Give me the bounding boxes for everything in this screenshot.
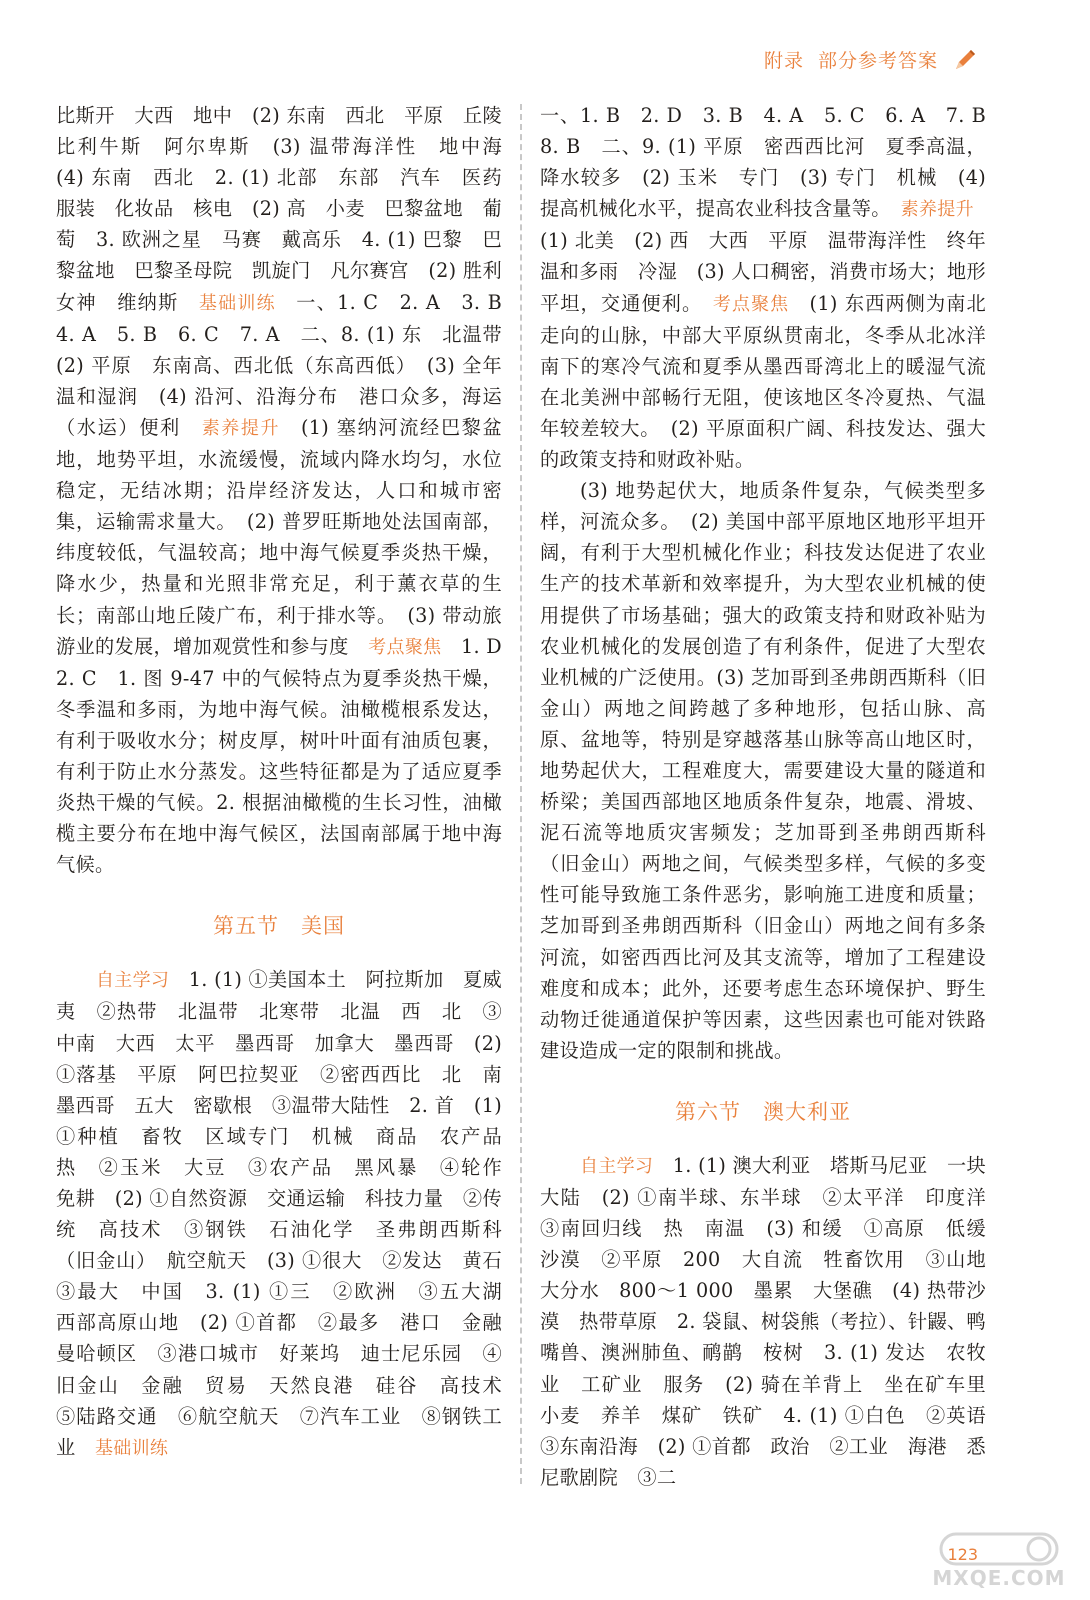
- answer-text: 一、1. B 2. D 3. B 4. A 5. C 6. A 7. B 8. B 二、9. (1) 平原 密西西比河 夏季高温，降水较多 (2) 玉米 专门 (3) 专门 机械 (4) 提高机械化水平，提高农业科技含量等。: [540, 104, 1006, 221]
- australia-answers: [540, 1150, 1006, 1493]
- answer-text: 1. D 2. C 1. 图 9-47 中的气候特点为夏季炎热干燥，冬季温和多雨，为地中海气候。油橄榄根系发达，有利于吸收水分；树皮厚，树叶叶面有油质包裹，有利于防止水分蒸发。这些特征都是为了适应夏季炎热干燥的气候。2. 根据油橄榄的生长习性，油橄榄主要分布在地中海气候区，法国南部属于地中海气候。: [56, 634, 522, 877]
- pencil-icon: [952, 47, 978, 73]
- usa-training-answers: [540, 100, 1006, 475]
- answer-text: (1) 北美 (2) 西 大西 平原 温带海洋性 终年温和多雨 冷湿 (3) 人口稠密，消费市场大；地形平坦，交通便利。: [540, 197, 994, 315]
- tag-basic-training: 基础训练: [198, 292, 276, 314]
- answer-text: 一、1. C 2. A 3. B 4. A 5. B 6. C 7. A 二、8. (1) 东 北温带 (2) 平原 东南高、西北低（东高西低） (3) 全年温和湿润 (4) 沿河、沿海分布 港口众多，海运（水运）便利: [56, 290, 522, 439]
- usa-exam-answers: (3) 地势起伏大，地质条件复杂，气候类型多样，河流众多。 (2) 美国中部平原地区地形平坦开阔，有利于大型机械化作业；科技发达促进了农业生产的技术革新和效率提升，为大型农业机械的使用提供了市场基础；强大的政策支持和财政补贴为农业机械化的发展创造了有利条件，促进了大型农业机械的广泛使用。(3) 芝加哥到圣弗朗西斯科（旧金山）两地之间跨越了多种地形，包括山脉、高原、盆地等，特别是穿越落基山脉等高山地区时，地势起伏大，工程难度大，需要建设大量的隧道和桥梁；美国西部地区地质条件复杂，地震、滑坡、泥石流等地质灾害频发；芝加哥到圣弗朗西斯科（旧金山）两地之间，气候类型多样，气候的多变性可能导致施工条件恶劣，影响施工进度和质量；芝加哥到圣弗朗西斯科（旧金山）两地之间有多条河流，如密西西比河及其支流等，增加了工程建设难度和成本；此外，还要考虑生态环境保护、野生动物迁徙通道保护等因素，这些因素也可能对铁路建设造成一定的限制和挑战。: [540, 479, 986, 1062]
- section-title-australia: 第六节 澳大利亚: [675, 1099, 851, 1124]
- answer-text: 比斯开 大西 地中 (2) 东南 西北 平原 丘陵 比利牛斯 阿尔卑斯 (3) 温带海洋性 地中海 (4) 东南 西北 2. (1) 北部 东部 汽车 医药 服装 化妆品 核电 (2) 高 小麦 巴黎盆地 葡萄 3. 欧洲之星 马赛 戴高乐 4. (1) 巴黎 巴黎盆地 巴黎圣母院 凯旋门 凡尔赛宫 (2) 胜利女神 维纳斯: [56, 104, 522, 314]
- watermark-url: MXQE.COM: [932, 1566, 1066, 1590]
- answer-text: (1) 东西两侧为南北走向的山脉，中部大平原纵贯南北，冬季从北冰洋南下的寒冷气流和夏季从墨西哥湾北上的暖湿气流在北美洲中部畅行无阻，使该地区冬冷夏热、气温年较差较大。 (2) 平原面积广阔、科技发达、强大的政策支持和财政补贴。: [540, 291, 986, 472]
- page-number: 123: [947, 1545, 978, 1564]
- tag-exam-focus: 考点聚焦: [712, 293, 790, 315]
- section-title-usa: 第五节 美国: [213, 914, 345, 939]
- header-appendix: 附录: [763, 50, 804, 72]
- header-section-title: 部分参考答案: [817, 50, 938, 72]
- watermark-logo: [924, 1510, 1074, 1590]
- answer-text: (1) 塞纳河流经巴黎盆地，地势平坦，水流缓慢，流域内降水均匀，水位稳定，无结冰期；沿岸经济发达，人口和城市密集，运输需求量大。 (2) 普罗旺斯地处法国南部，纬度较低，气温较高；地中海气候夏季炎热干燥，降水少，热量和光照非常充足，利于薰衣草的生长；南部山地丘陵广布，利于排水等。 (3) 带动旅游业的发展，增加观赏性和参与度: [56, 415, 502, 658]
- page-header: [764, 46, 978, 73]
- watermark-badge-icon: [939, 1532, 1059, 1566]
- tag-basic-training: 基础训练: [94, 1437, 169, 1459]
- tag-self-study: 自主学习: [580, 1155, 654, 1177]
- left-column: [56, 100, 522, 1464]
- tag-literacy-improvement: 素养提升: [900, 199, 974, 221]
- answer-text: 1. (1) 澳大利亚 塔斯马尼亚 一块大陆 (2) ①南半球、东半球 ②太平洋 印度洋 ③南回归线 热 南温 (3) 和缓 ①高原 低缓 沙漠 ②平原 200 大自流 牲畜饮用 ③山地 大分水 800～1 000 墨累 大堡礁 (4) 热带沙漠 热带草原 2. 袋鼠、树袋熊（考拉）、针鼹、鸭嘴兽、澳洲肺鱼、鸸鹋 桉树 3. (1) 发达 农牧业 工矿业 服务 (2) 骑在羊背上 坐在矿车里 小麦 养羊 煤矿 铁矿 4. (1) ①白色 ②英语 ③东南沿海 (2) ①首都 政治 ②工业 海港 悉尼歌剧院 ③二: [540, 1153, 1006, 1489]
- usa-answers: [56, 964, 522, 1464]
- tag-literacy-improvement: 素养提升: [201, 417, 281, 439]
- answer-text: 1. (1) ①美国本土 阿拉斯加 夏威夷 ②热带 北温带 北寒带 北温 西 北 ③中南 大西 太平 墨西哥 加拿大 墨西哥 (2) ①落基 平原 阿巴拉契亚 ②密西西比 北 南 墨西哥 五大 密歇根 ③温带大陆性 2. 首 (1) ①种植 畜牧 区域专门 机械 商品 农产品 热 ②玉米 大豆 ③农产品 黑风暴 ④轮作 免耕 (2) ①自然资源 交通运输 科技力量 ②传统 高技术 ③钢铁 石油化学 圣弗朗西斯科（旧金山） 航空航天 (3) ①很大 ②发达 黄石 ③最大 中国 3. (1) ①三 ②欧洲 ③五大湖 西部高原山地 (2) ①首都 ②最多 港口 金融 曼哈顿区 ③港口城市 好莱坞 迪士尼乐园 ④旧金山 金融 贸易 天然良港 硅谷 高技术 ⑤陆路交通 ⑥航空航天 ⑦汽车工业 ⑧钢铁工业: [56, 968, 522, 1459]
- right-column: [540, 100, 1006, 1493]
- tag-self-study: 自主学习: [96, 970, 170, 992]
- tag-exam-focus: 考点聚焦: [368, 636, 442, 658]
- france-answers: [56, 100, 522, 880]
